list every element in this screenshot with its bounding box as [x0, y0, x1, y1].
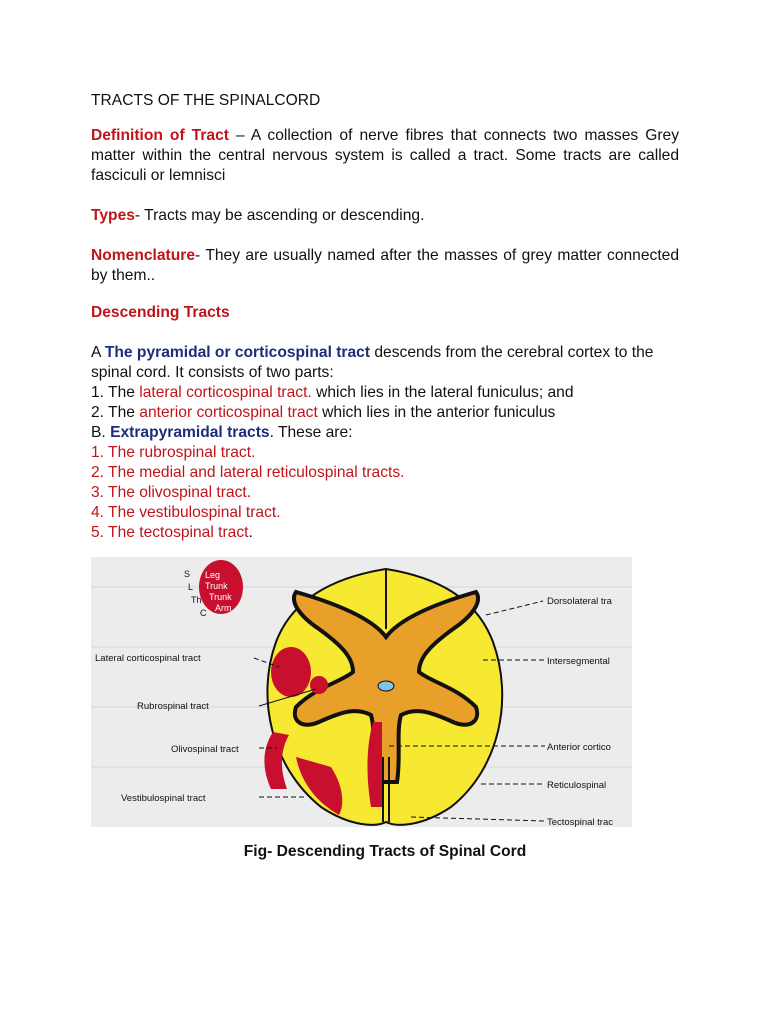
- list-item-text: 5. The tectospinal tract: [91, 524, 249, 541]
- definition-term: Definition of Tract: [91, 127, 229, 144]
- document-title: TRACTS OF THE SPINALCORD: [91, 92, 321, 109]
- pyramidal-name: The pyramidal or corticospinal tract: [104, 344, 371, 361]
- part2-prefix: 2. The: [91, 404, 140, 421]
- part1-text: which lies in the lateral funiculus; and: [311, 384, 574, 401]
- extrapyramidal-name: Extrapyramidal tracts: [110, 424, 270, 441]
- label-vestibulospinal: Vestibulospinal tract: [121, 793, 206, 804]
- pyramidal-prefix: A: [91, 344, 105, 361]
- nomenclature-paragraph: [91, 246, 679, 286]
- label-dorsolateral: Dorsolateral tra: [547, 596, 612, 607]
- types-paragraph: [91, 206, 679, 226]
- label-lateral-corticospinal: Lateral corticospinal tract: [95, 653, 201, 664]
- pyramidal-part-2: [91, 403, 679, 423]
- definition-sep: –: [228, 127, 251, 144]
- list-item: 4. The vestibulospinal tract.: [91, 504, 281, 521]
- list-item: 2. The medial and lateral reticulospinal tracts.: [91, 464, 405, 481]
- spinal-cord-figure: [91, 557, 632, 827]
- part2-text: which lies in the anterior funiculus: [317, 404, 556, 421]
- inset-letter: S: [184, 569, 191, 579]
- figure-caption: Fig- Descending Tracts of Spinal Cord: [243, 843, 527, 860]
- tracts-list: [91, 343, 679, 543]
- extrapyramidal-intro: [91, 423, 679, 443]
- definition-text: A collection of nerve fibres that connects two masses Grey matter within the central nervous system is called a tract. Some tracts are called fasciculi or lemnisci: [91, 127, 679, 184]
- list-item: 1. The rubrospinal tract.: [91, 444, 256, 461]
- list-item-last: [91, 523, 679, 543]
- lateral-corticospinal-tract: [271, 647, 311, 697]
- spinal-cord-diagram: [91, 557, 632, 827]
- types-term: Types: [91, 207, 135, 224]
- label-olivospinal: Olivospinal tract: [171, 744, 239, 755]
- types-text: - Tracts may be ascending or descending.: [134, 207, 425, 224]
- inset-label: Trunk: [209, 592, 232, 602]
- label-rubrospinal: Rubrospinal tract: [137, 701, 209, 712]
- inset-label: Leg: [205, 570, 221, 580]
- pyramidal-intro: [91, 343, 679, 383]
- extrapyramidal-text: . These are:: [269, 424, 353, 441]
- part1-name: lateral corticospinal tract.: [139, 384, 312, 401]
- nomenclature-text: - They are usually named after the masses of grey matter connected by them..: [91, 247, 679, 284]
- pyramidal-part-1: [91, 383, 679, 403]
- part1-prefix: 1. The: [91, 384, 140, 401]
- inset-label: Trunk: [205, 581, 228, 591]
- pyramidal-text: descends from the cerebral cortex to the spinal cord. It consists of two parts:: [91, 344, 654, 381]
- label-intersegmental: Intersegmental: [547, 656, 610, 667]
- list-item-suffix: .: [248, 524, 253, 541]
- inset-letter: Th: [191, 595, 202, 605]
- inset-letter: C: [200, 608, 207, 618]
- descending-heading: Descending Tracts: [91, 304, 230, 321]
- label-tectospinal: Tectospinal trac: [547, 817, 614, 827]
- inset-letter: L: [188, 582, 194, 592]
- central-canal: [378, 681, 394, 691]
- inset-label: Arm: [215, 603, 232, 613]
- label-anterior-corticospinal: Anterior cortico: [547, 742, 611, 753]
- nomenclature-term: Nomenclature: [91, 247, 195, 264]
- extra-prefix: B.: [91, 424, 111, 441]
- label-reticulospinal: Reticulospinal: [547, 780, 607, 791]
- part2-name: anterior corticospinal tract: [139, 404, 318, 421]
- list-item: 3. The olivospinal tract.: [91, 484, 252, 501]
- definition-paragraph: [91, 126, 679, 186]
- rubrospinal-tract: [310, 676, 328, 694]
